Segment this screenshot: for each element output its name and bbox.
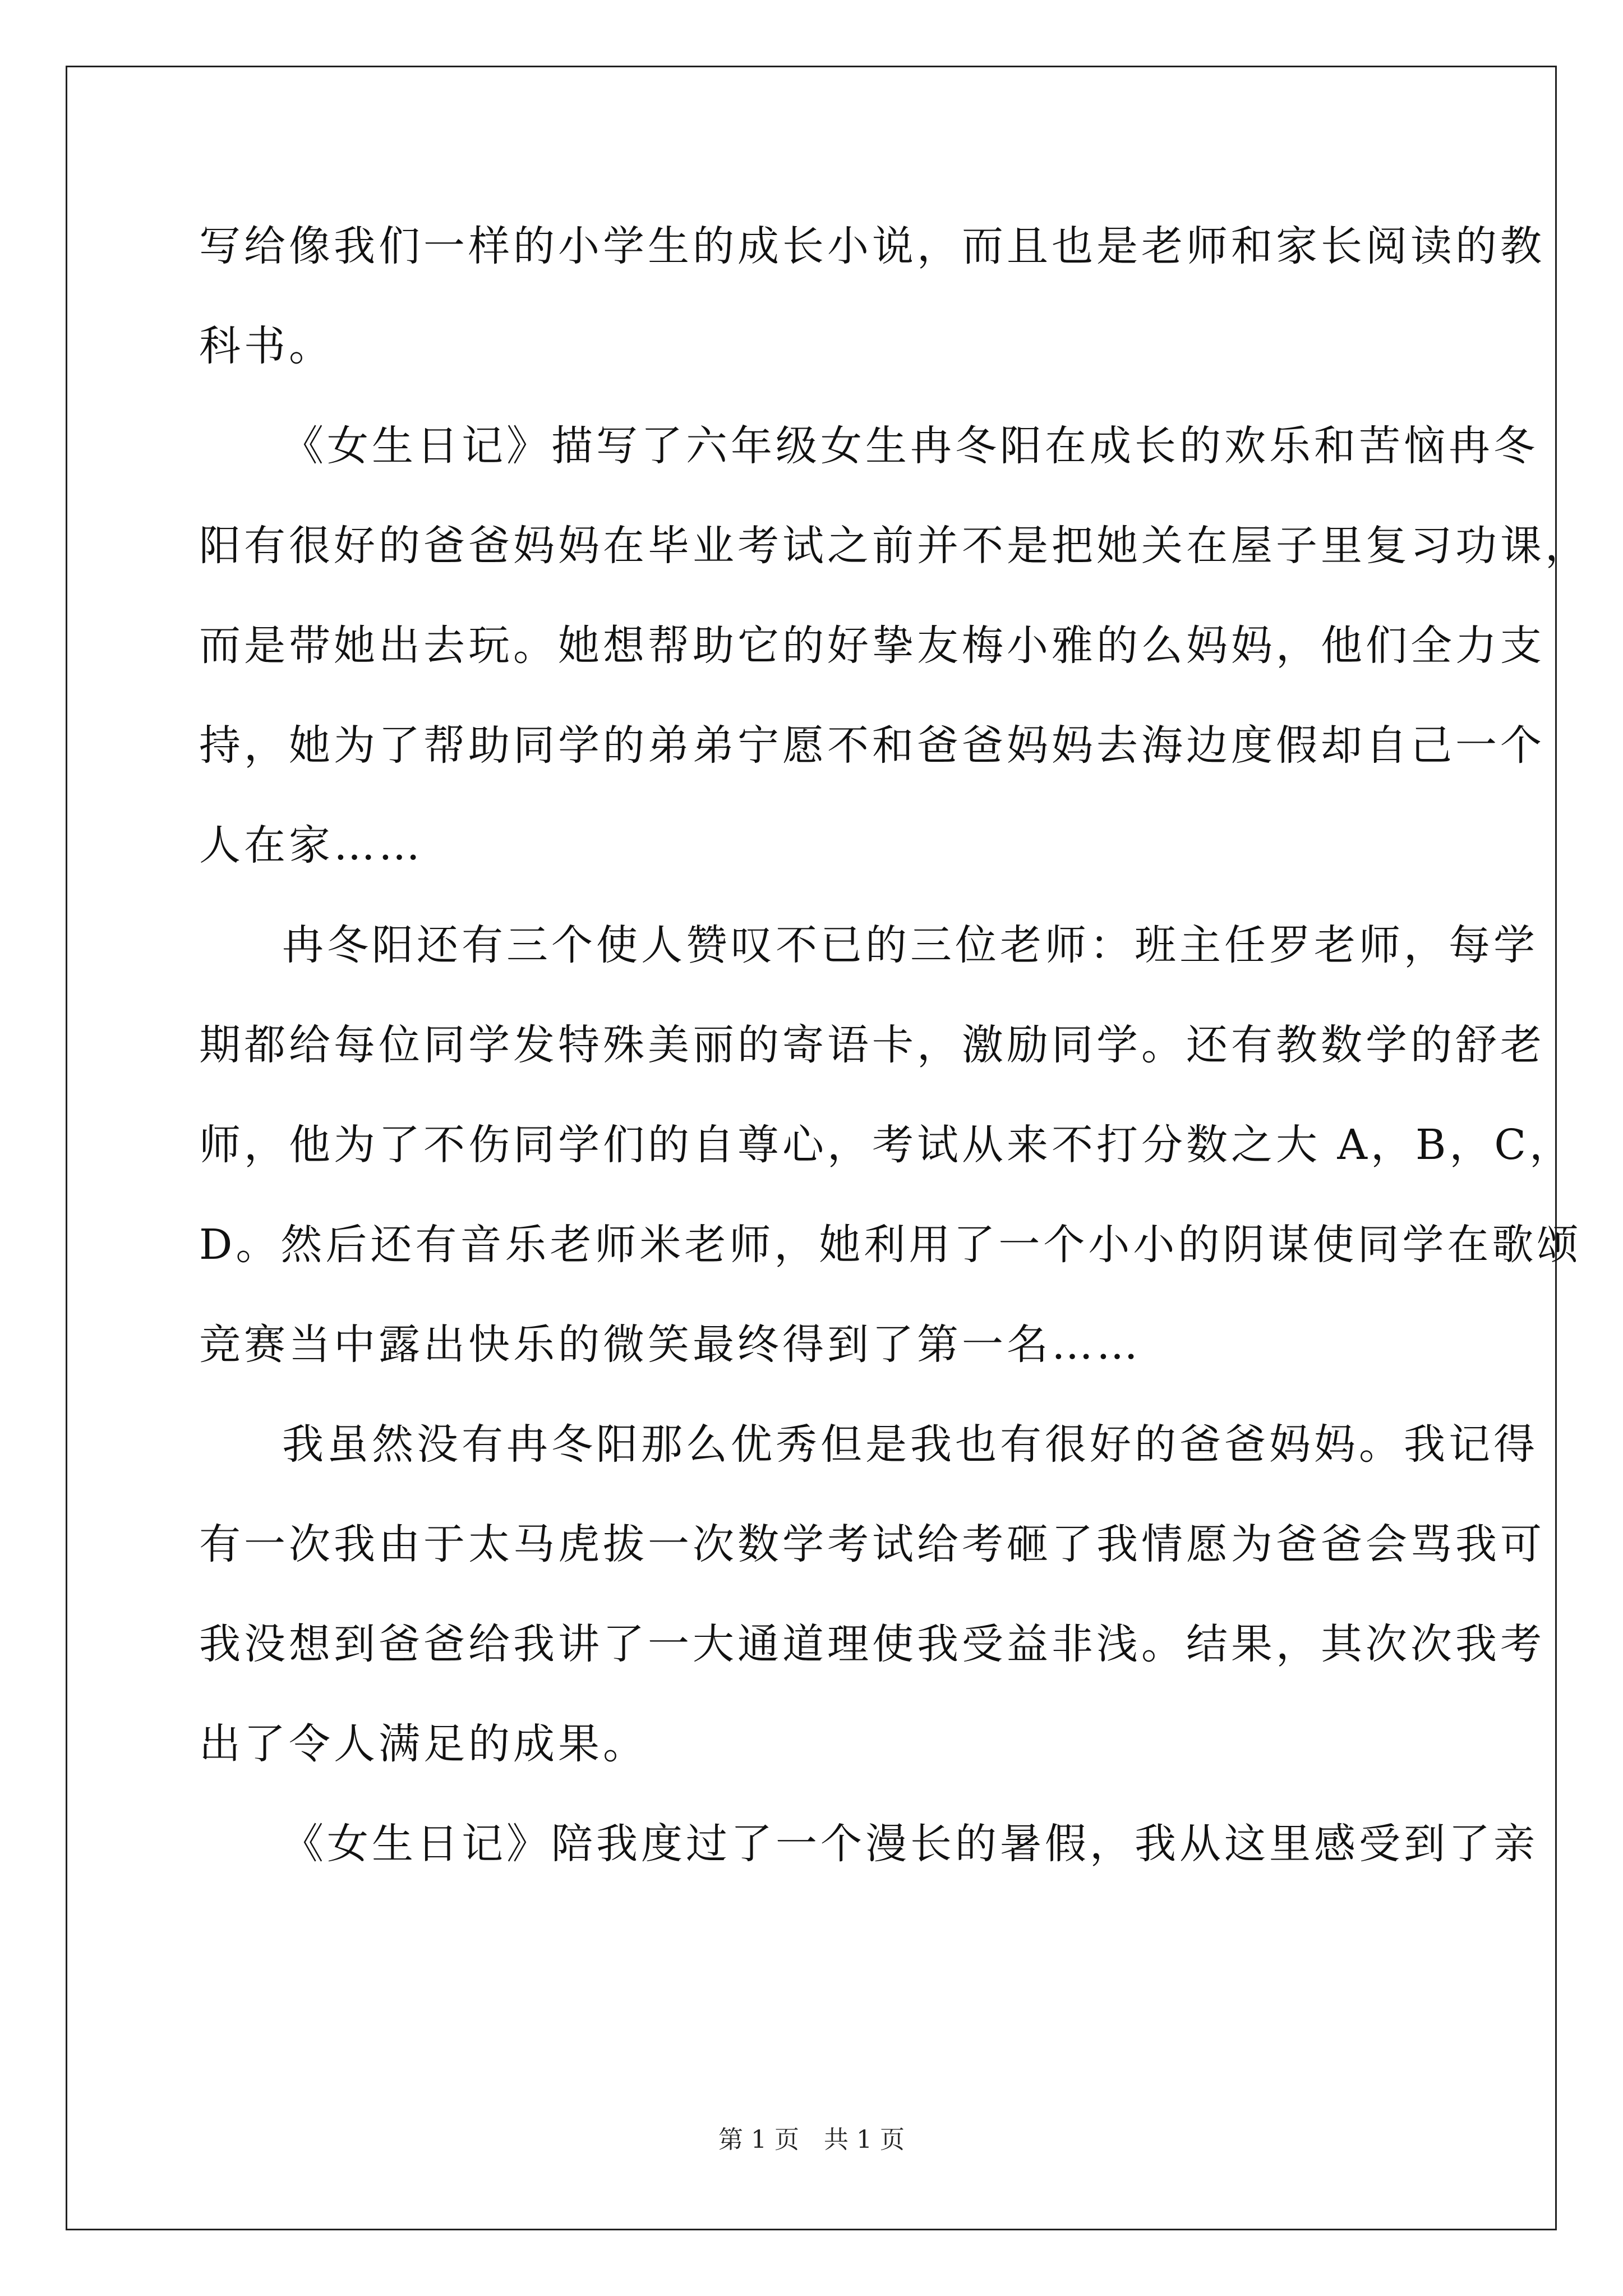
text-line: 有一次我由于太马虎拔一次数学考试给考砸了我情愿为爸爸会骂我可 [199,1520,1545,1568]
text-line: 出了令人满足的成果。 [199,1720,648,1768]
text-line: 持，她为了帮助同学的弟弟宁愿不和爸爸妈妈去海边度假却自己一个 [199,721,1545,770]
text-line: D。然后还有音乐老师米老师，她利用了一个小小的阴谋使同学在歌颂 [199,1221,1582,1269]
text-line: 阳有很好的爸爸妈妈在毕业考试之前并不是把她关在屋子里复习功课， [199,522,1590,570]
page-number-footer: 第 1 页 共 1 页 [718,2125,905,2154]
document-body [199,196,1590,1894]
text-line: 期都给每位同学发特殊美丽的寄语卡，激励同学。还有教数学的舒老 [199,1021,1545,1069]
text-line: 写给像我们一样的小学生的成长小说，而且也是老师和家长阅读的教 [199,222,1545,270]
text-line: 我没想到爸爸给我讲了一大通道理使我受益非浅。结果，其次次我考 [199,1620,1545,1668]
text-line: 师，他为了不伤同学们的自尊心，考试从来不打分数之大 A，B，C， [199,1121,1574,1169]
text-line: 人在家…… [199,821,423,869]
text-line: 而是带她出去玩。她想帮助它的好挚友梅小雅的么妈妈，他们全力支 [199,622,1545,670]
text-line: 《女生日记》描写了六年级女生冉冬阳在成长的欢乐和苦恼冉冬 [282,422,1538,470]
text-line: 冉冬阳还有三个使人赞叹不已的三位老师：班主任罗老师，每学 [282,921,1538,969]
text-line: 科书。 [199,322,334,370]
text-line: 竞赛当中露出快乐的微笑最终得到了第一名…… [199,1320,1141,1369]
text-line: 《女生日记》陪我度过了一个漫长的暑假，我从这里感受到了亲 [282,1820,1538,1868]
text-line: 我虽然没有冉冬阳那么优秀但是我也有很好的爸爸妈妈。我记得 [282,1420,1538,1469]
